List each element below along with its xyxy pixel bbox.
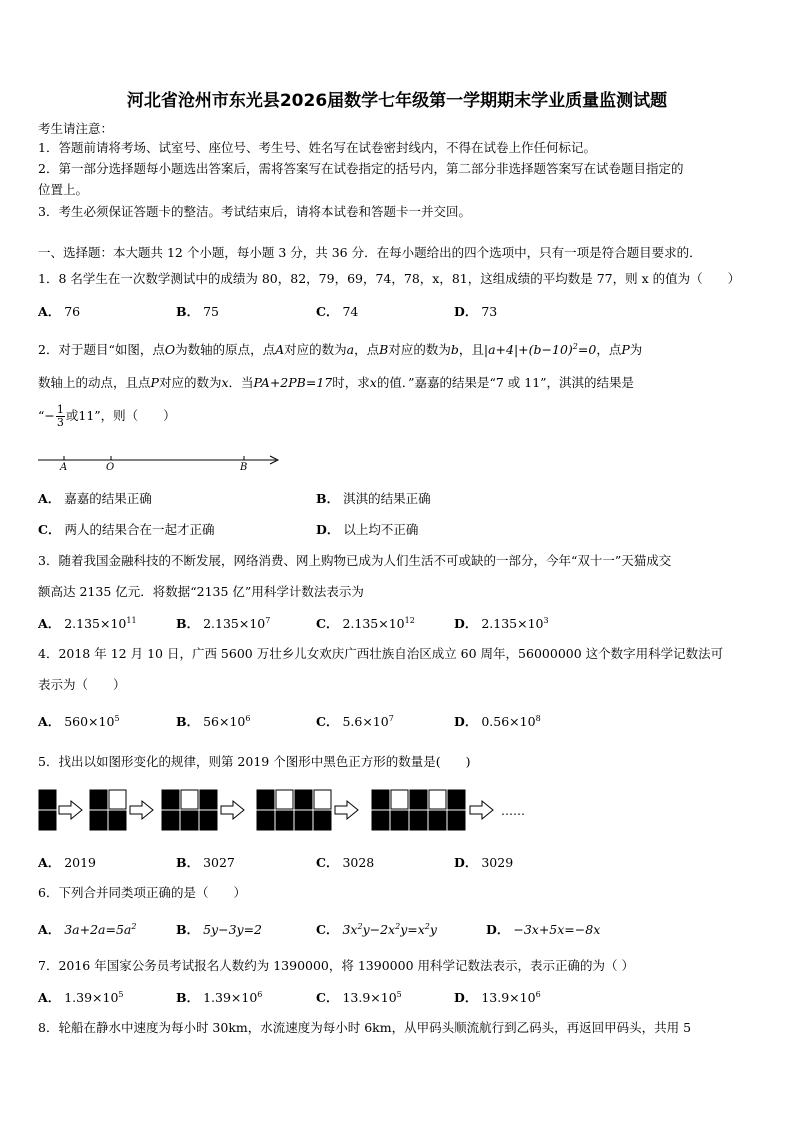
q3-stem-line2: 额高达 2135 亿元．将数据“2135 亿”用科学计数法表示为 [38,584,364,599]
number-line-diagram [38,452,288,474]
q7-stem: 7．2016 年国家公务员考试报名人数约为 1390000，将 1390000 用科学记数法表示，表示正确的为（ ） [38,958,634,973]
q3-stem-line1: 3．随着我国金融科技的不断发展，网络消费、网上购物已成为人们生活不可或缺的一部分，今年“双十一”天猫成交 [38,553,672,568]
q2-equation-1: $|a+4|+(b-10)^2=0$ [483,342,597,358]
pattern-figure-2 [90,790,126,830]
q2-option-a: A． 嘉嘉的结果正确 [38,491,152,506]
q6-option-c: C． $3x^2y-2x^2y=x^2y$ [316,921,437,937]
q4-option-c: C． $5.6\times 10^7$ [316,713,394,729]
notice-item-3: 3．考生必须保证答题卡的整洁。考试结束后，请将本试卷和答题卡一并交回。 [38,204,471,219]
notice-heading: 考生请注意： [38,121,114,136]
q2-fraction: $\frac{1}{3}$ [56,403,64,429]
arrow-2 [130,801,153,819]
notice-item-2: 2．第一部分选择题每小题选出答案后，需将答案写在试卷指定的括号内，第二部分非选择题答案写在试卷题目指定的 [38,161,684,176]
q7-option-c: C． $13.9\times 10^5$ [316,989,402,1005]
q2-stem-line2: 数轴上的动点，且点P对应的数为x．当PA+2PB=17时，求x的值．”嘉嘉的结果是“7 或 11”，淇淇的结果是 [38,375,635,390]
pattern-figure-1 [39,790,56,830]
arrow-1 [59,801,82,819]
q5-option-a: A． 2019 [38,855,97,870]
q2-stem-line3: “− $\frac{1}{3}$ 或11”，则（ ） [38,403,176,429]
q2-stem-line1: 2．对于题目“如图，点O为数轴的原点，点A对应的数为a，点B对应的数为b，且$|a+4|+(b-10)^2=0$，点P为 [38,342,643,358]
q5-option-c: C． 3028 [316,855,375,870]
q4-option-d: D． $0.56\times 10^8$ [454,713,541,729]
q5-option-b: B． 3027 [176,855,235,870]
q6-option-d-expr: −3x+5x=−8x [513,922,601,937]
pattern-figure-3 [162,790,217,830]
q3-option-d: D． $2.135\times 10^3$ [454,615,549,631]
q1-option-d: D． 73 [454,304,498,319]
q2-option-c: C． 两人的结果合在一起才正确 [38,522,215,537]
notice-item-1: 1．答题前请将考场、试室号、座位号、考生号、姓名写在试卷密封线内，不得在试卷上作任何标记。 [38,140,596,155]
q8-stem: 8．轮船在静水中速度为每小时 30km，水流速度为每小时 6km，从甲码头顺流航行到乙码头，再返回甲码头，共用 5 [38,1020,692,1035]
page-title: 河北省沧州市东光县2026届数学七年级第一学期期末学业质量监测试题 [126,91,668,111]
point-label-b: B [240,462,248,473]
q7-option-d: D． $13.9\times 10^6$ [454,989,541,1005]
q1-option-c: C． 74 [316,304,359,319]
q5-stem: 5．找出以如图形变化的规律，则第 2019 个图形中黑色正方形的数量是( ) [38,754,471,769]
q2-equation-2: PA+2PB=17 [253,375,333,390]
q2-option-b: B． 淇淇的结果正确 [316,491,431,506]
arrow-5 [470,801,493,819]
q1-option-a: A． 76 [38,304,81,319]
pattern-figure-4 [257,790,331,830]
notice-item-2-cont: 位置上。 [38,182,89,197]
q6-stem: 6．下列合并同类项正确的是（ ） [38,885,246,900]
pattern-ellipsis: …… [501,804,525,818]
section-heading: 一、选择题：本大题共 12 个小题，每小题 3 分，共 36 分．在每小题给出的四个选项中，只有一项是符合题目要求的． [38,245,702,260]
point-label-a: A [60,462,68,473]
q6-option-a: A． $3a+2a=5a^2$ [38,921,137,937]
q4-stem-line2: 表示为（ ） [38,677,126,692]
q1-stem: 1．8 名学生在一次数学测试中的成绩为 80，82，79，69，74，78，x，81，这组成绩的平均数是 77，则 x 的值为（ ） [38,271,741,286]
arrow-3 [221,801,244,819]
point-label-o: O [106,462,115,473]
q6-option-b-expr: 5y−3y=2 [203,922,263,937]
q3-option-b: B． $2.135\times 10^7$ [176,615,271,631]
q3-option-a: A． $2.135\times 10^{11}$ [38,615,137,631]
q1-option-b: B． 75 [176,304,219,319]
q6-option-d: D． −3x+5x=−8x [486,922,601,937]
q6-option-c-expr: $3x^2y-2x^2y=x^2y$ [342,921,437,937]
q4-option-a: A． $560\times 10^5$ [38,713,120,729]
q7-option-b: B． $1.39\times 10^6$ [176,989,263,1005]
arrow-4 [335,801,358,819]
q5-option-d: D． 3029 [454,855,514,870]
q7-option-a: A． $1.39\times 10^5$ [38,989,124,1005]
pattern-figure-5 [372,790,465,830]
q6-option-a-expr: $3a+2a=5a^2$ [64,921,137,937]
q4-option-b: B． $56\times 10^6$ [176,713,251,729]
q2-option-d: D． 以上均不正确 [316,522,419,537]
q6-option-b: B． 5y−3y=2 [176,922,263,937]
pattern-figure [38,789,538,833]
q4-stem-line1: 4．2018 年 12 月 10 日，广西 5600 万壮乡儿女欢庆广西壮族自治区成立 60 周年，56000000 这个数字用科学记数法可 [38,646,724,661]
q3-option-c: C． $2.135\times 10^{12}$ [316,615,415,631]
